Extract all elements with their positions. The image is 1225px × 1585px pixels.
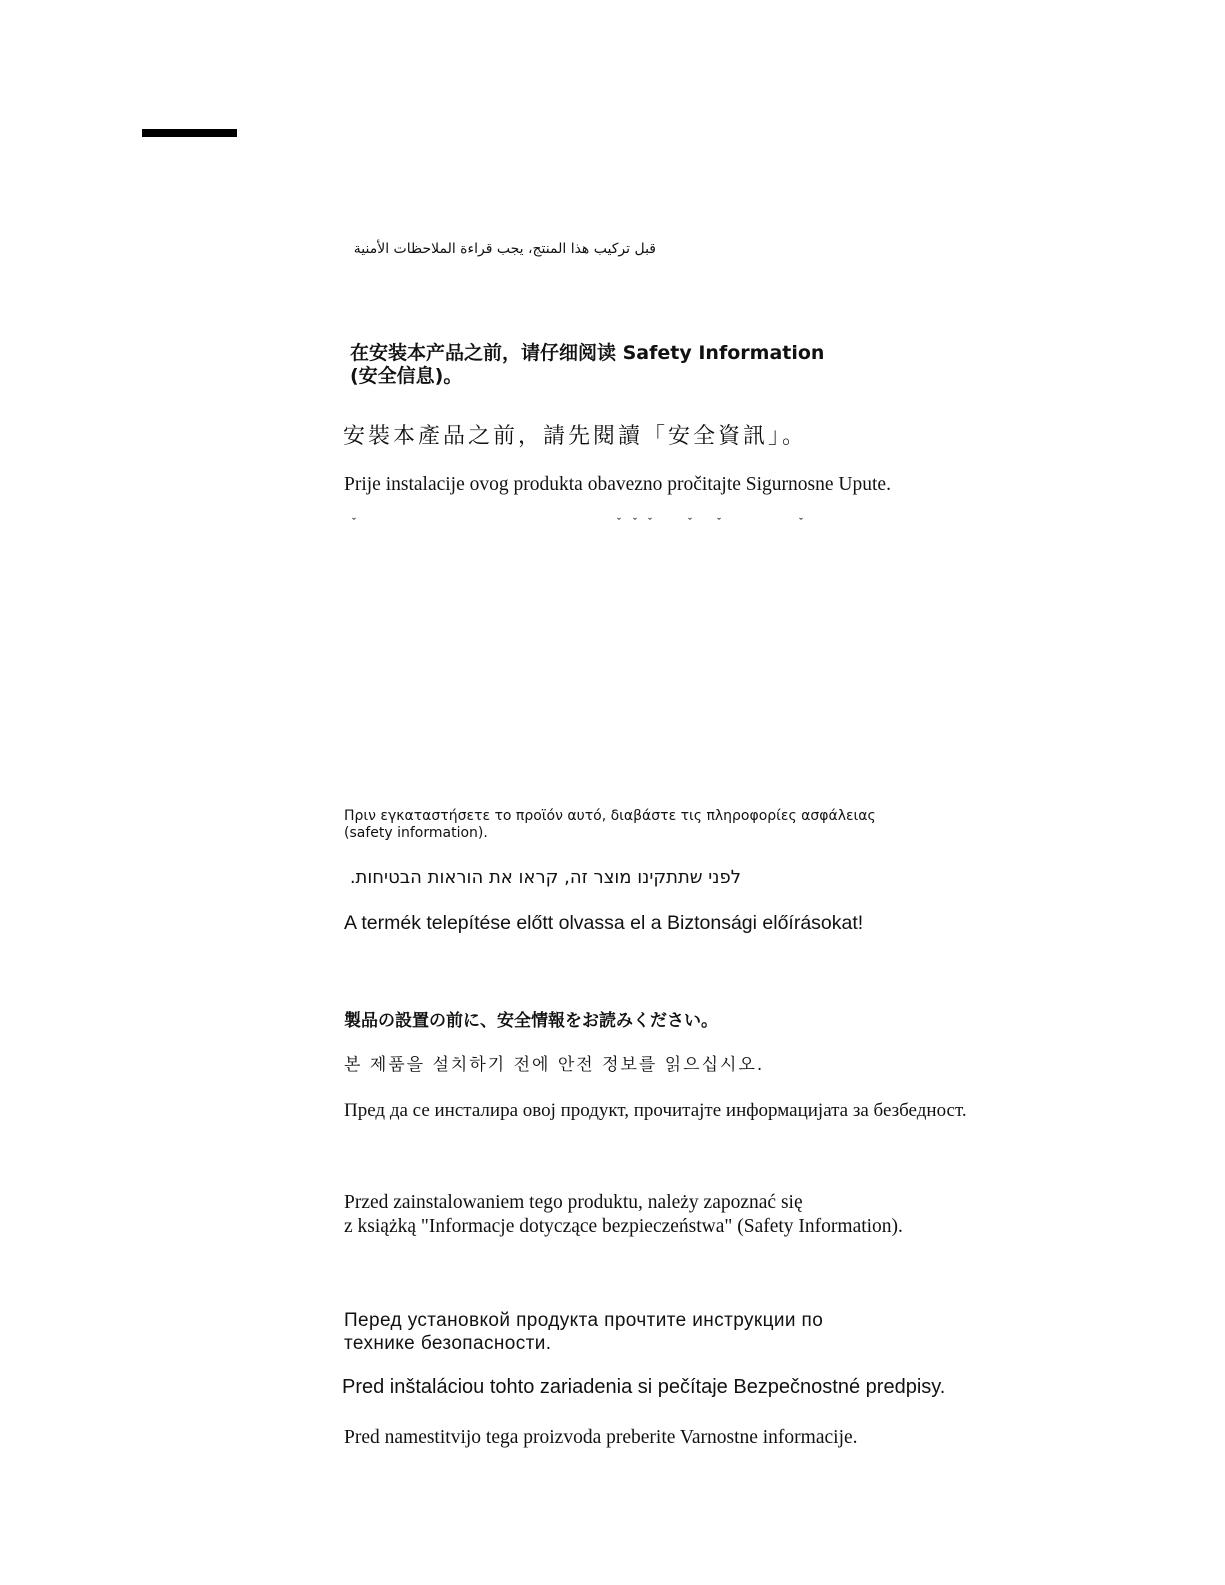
czech-mark: ˇ — [688, 515, 692, 529]
czech-mark: ˇ — [617, 515, 621, 529]
header-rule — [142, 129, 237, 137]
notice-arabic: قبل تركيب هذا المنتج، يجب قراءة الملاحظات الأمنية — [353, 241, 656, 257]
notice-russian-line-1: Перед установкой продукта прочтите инструкции по — [344, 1310, 824, 1331]
notice-polish — [344, 1191, 903, 1239]
notice-greek-line-2: (safety information). — [344, 824, 488, 841]
notice-japanese: 製品の設置の前に、安全情報をお読みください。 — [344, 1011, 718, 1031]
notice-croatian: Prije instalacije ovog produkta obavezno pročitajte Sigurnosne Upute. — [344, 474, 891, 495]
notice-polish-line-2: z książką "Informacje dotyczące bezpieczeństwa" (Safety Information). — [344, 1215, 903, 1237]
notice-slovenian: Pred namestitvijo tega proizvoda preberite Varnostne informacije. — [344, 1427, 858, 1448]
czech-mark: ˇ — [352, 515, 356, 529]
notice-chinese-simplified-line-2: (安全信息)。 — [350, 364, 463, 387]
notice-macedonian: Пред да се инсталира овој продукт, прочитајте информацијата за безбедност. — [344, 1100, 967, 1121]
czech-mark: ˇ — [799, 515, 803, 529]
czech-mark: ˇ — [717, 515, 721, 529]
notice-hebrew: לפני שתתקינו מוצר זה, קראו את הוראות הבטיחות. — [349, 867, 741, 888]
notice-russian-line-2: технике безопасности. — [344, 1332, 552, 1354]
notice-slovak: Pred inštaláciou tohto zariadenia si pečítaje Bezpečnostné predpisy. — [342, 1376, 946, 1398]
notice-greek-line-1: Πριν εγκαταστήσετε το προϊόν αυτό, διαβάστε τις πληροφορίες ασφάλειας — [344, 808, 876, 824]
notice-hungarian: A termék telepítése előtt olvassa el a Biztonsági előírásokat! — [344, 912, 864, 934]
czech-mark: ˇ — [648, 515, 652, 529]
notice-polish-line-1: Przed zainstalowaniem tego produktu, należy zapoznać się — [344, 1192, 803, 1213]
notice-greek — [344, 808, 876, 842]
notice-korean: 본 제품을 설치하기 전에 안전 정보를 읽으십시오. — [344, 1055, 765, 1075]
notice-chinese-simplified — [350, 342, 824, 388]
notice-chinese-simplified-line-1: 在安装本产品之前，请仔细阅读 Safety Information — [350, 342, 825, 364]
czech-mark: ˇ — [633, 515, 637, 529]
notice-chinese-traditional: 安裝本產品之前，請先閱讀「安全資訊」。 — [343, 423, 808, 448]
notice-russian — [344, 1310, 823, 1356]
